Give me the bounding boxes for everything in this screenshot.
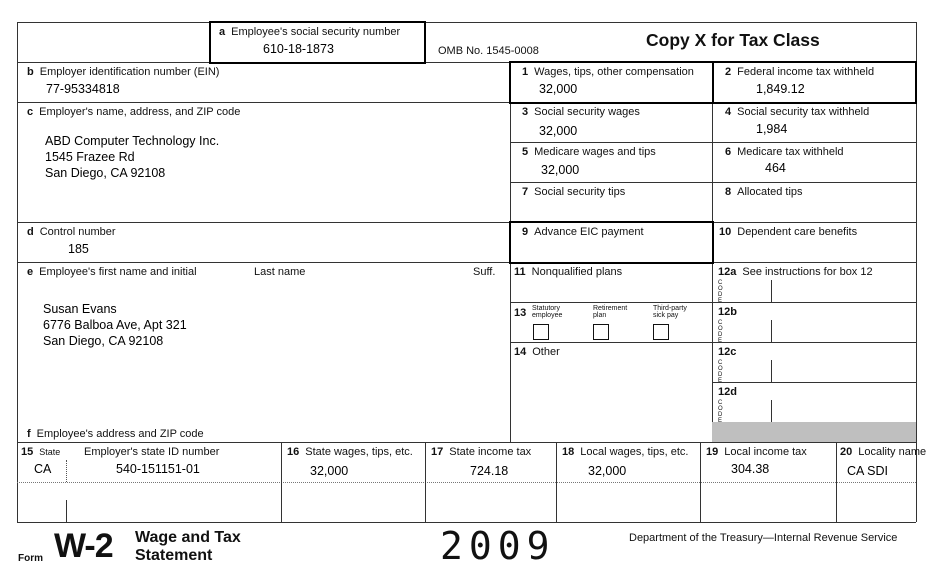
box12b-code-label: C O D E [718, 320, 723, 344]
control-label-text: Control number [39, 226, 116, 238]
control-value[interactable]: 185 [68, 242, 89, 256]
form-title-line1: Wage and Tax [135, 529, 241, 546]
box16-label [287, 446, 413, 458]
omb-number: OMB No. 1545-0008 [438, 45, 539, 57]
tax-year: 2009 [440, 524, 556, 568]
ein-label [27, 66, 219, 78]
box17-value[interactable]: 724.18 [470, 464, 509, 478]
box12a-code-label: C O D E [718, 280, 723, 304]
employer-street[interactable]: 1545 Frazee Rd [45, 150, 135, 164]
box20-label [840, 446, 926, 458]
box14-number: 14 [514, 346, 527, 358]
employee-street[interactable]: 6776 Balboa Ave, Apt 321 [43, 318, 187, 332]
suffix-label: Suff. [473, 266, 496, 278]
form-id: W-2 [54, 527, 113, 565]
employee-name-letter: e [27, 266, 34, 278]
box5-label-text: Medicare wages and tips [534, 146, 656, 158]
box15-label-text: State [39, 447, 61, 457]
box7-number: 7 [522, 186, 529, 198]
ein-letter: b [27, 66, 34, 78]
box20-value[interactable]: CA SDI [847, 464, 888, 478]
employer-name[interactable]: ABD Computer Technology Inc. [45, 134, 220, 148]
third-party-sick-pay-label: Third-party sick pay [653, 305, 687, 319]
box12a-label-text: See instructions for box 12 [742, 266, 873, 278]
box12a-label [718, 266, 873, 278]
box19-label [706, 446, 807, 458]
box14-label [514, 346, 560, 358]
statutory-employee-label: Statutory employee [532, 305, 563, 319]
box18-value[interactable]: 32,000 [588, 464, 627, 478]
last-name-label: Last name [254, 266, 306, 278]
employer-name-label [27, 106, 240, 118]
box6-value[interactable]: 464 [765, 161, 786, 175]
box8-number: 8 [725, 186, 732, 198]
box2-label-text: Federal income tax withheld [737, 66, 875, 78]
box4-number: 4 [725, 106, 732, 118]
box15-number: 15 [21, 446, 34, 458]
box3-number: 3 [522, 106, 529, 118]
box20-label-text: Locality name [858, 446, 927, 458]
box1-label-text: Wages, tips, other compensation [534, 66, 694, 78]
box19-number: 19 [706, 446, 719, 458]
box11-label [514, 266, 622, 278]
box4-label-text: Social security tax withheld [737, 106, 870, 118]
statutory-employee-checkbox[interactable] [533, 324, 549, 340]
box15-label [21, 446, 60, 458]
box8-label-text: Allocated tips [737, 186, 803, 198]
box9-label-text: Advance EIC payment [534, 226, 644, 238]
box12d-code-label: C O D E [718, 400, 723, 424]
employee-city[interactable]: San Diego, CA 92108 [43, 334, 164, 348]
box7-label [522, 186, 625, 198]
ein-label-text: Employer identification number (EIN) [39, 66, 220, 78]
box3-label [522, 106, 640, 118]
employee-name-label-text: Employee's first name and initial [39, 266, 197, 278]
box4-label [725, 106, 869, 118]
box6-number: 6 [725, 146, 732, 158]
ssn-letter: a [219, 26, 226, 38]
box16-number: 16 [287, 446, 300, 458]
box4-value[interactable]: 1,984 [756, 122, 788, 136]
box17-label-text: State income tax [449, 446, 532, 458]
state-id-label: Employer's state ID number [84, 446, 220, 458]
third-party-sick-pay-checkbox[interactable] [653, 324, 669, 340]
box1-value[interactable]: 32,000 [539, 82, 578, 96]
ssn-value[interactable]: 610-18-1873 [263, 42, 334, 56]
box18-number: 18 [562, 446, 575, 458]
box12a-number: 12a [718, 266, 737, 278]
box17-number: 17 [431, 446, 444, 458]
box14-label-text: Other [532, 346, 560, 358]
employee-address-letter: f [27, 428, 31, 440]
box12b-number: 12b [718, 306, 737, 318]
retirement-plan-checkbox[interactable] [593, 324, 609, 340]
box3-value[interactable]: 32,000 [539, 124, 578, 138]
box9-number: 9 [522, 226, 529, 238]
control-letter: d [27, 226, 34, 238]
employer-city[interactable]: San Diego, CA 92108 [45, 166, 166, 180]
box1-label [522, 66, 694, 78]
box10-label-text: Dependent care benefits [737, 226, 858, 238]
box7-label-text: Social security tips [534, 186, 626, 198]
box13-number: 13 [514, 307, 527, 319]
control-label [27, 226, 116, 238]
box2-number: 2 [725, 66, 732, 78]
box6-label-text: Medicare tax withheld [737, 146, 844, 158]
ssn-label-text: Employee's social security number [231, 26, 401, 38]
employer-name-letter: c [27, 106, 34, 118]
box17-label [431, 446, 531, 458]
box12d-number: 12d [718, 386, 737, 398]
ssn-label [219, 26, 400, 38]
retirement-plan-label: Retirement plan [593, 305, 628, 319]
box16-label-text: State wages, tips, etc. [305, 446, 413, 458]
box5-number: 5 [522, 146, 529, 158]
box3-label-text: Social security wages [534, 106, 640, 118]
employer-name-label-text: Employer's name, address, and ZIP code [39, 106, 241, 118]
box1-number: 1 [522, 66, 529, 78]
ein-value[interactable]: 77-95334818 [46, 82, 120, 96]
employee-address-label-text: Employee's address and ZIP code [36, 428, 204, 440]
box2-label [725, 66, 874, 78]
box5-value[interactable]: 32,000 [541, 163, 580, 177]
form-word: Form [18, 553, 43, 564]
box15-state-value[interactable]: CA [34, 462, 52, 476]
form-title [135, 529, 241, 565]
box6-label [725, 146, 844, 158]
box11-number: 11 [514, 266, 526, 278]
box8-label [725, 186, 803, 198]
box12c-code-label: C O D E [718, 360, 723, 384]
box10-number: 10 [719, 226, 732, 238]
box16-value[interactable]: 32,000 [310, 464, 349, 478]
box20-number: 20 [840, 446, 853, 458]
shaded-cell [712, 422, 916, 442]
copy-title: Copy X for Tax Class [646, 30, 820, 50]
form-title-line2: Statement [135, 547, 213, 564]
state-id-value[interactable]: 540-151151-01 [116, 462, 200, 476]
box11-label-text: Nonqualified plans [531, 266, 623, 278]
box18-label [562, 446, 688, 458]
department-label: Department of the Treasury—Internal Revenue Service [629, 532, 898, 544]
box10-label [719, 226, 857, 238]
box9-label [522, 226, 644, 238]
employee-address-label [27, 428, 204, 440]
box19-label-text: Local income tax [724, 446, 807, 458]
box2-value[interactable]: 1,849.12 [756, 82, 805, 96]
box12c-number: 12c [718, 346, 737, 358]
box5-label [522, 146, 656, 158]
employee-name-label [27, 266, 197, 278]
employee-name[interactable]: Susan Evans [43, 302, 117, 316]
box19-value[interactable]: 304.38 [731, 462, 770, 476]
box18-label-text: Local wages, tips, etc. [580, 446, 689, 458]
